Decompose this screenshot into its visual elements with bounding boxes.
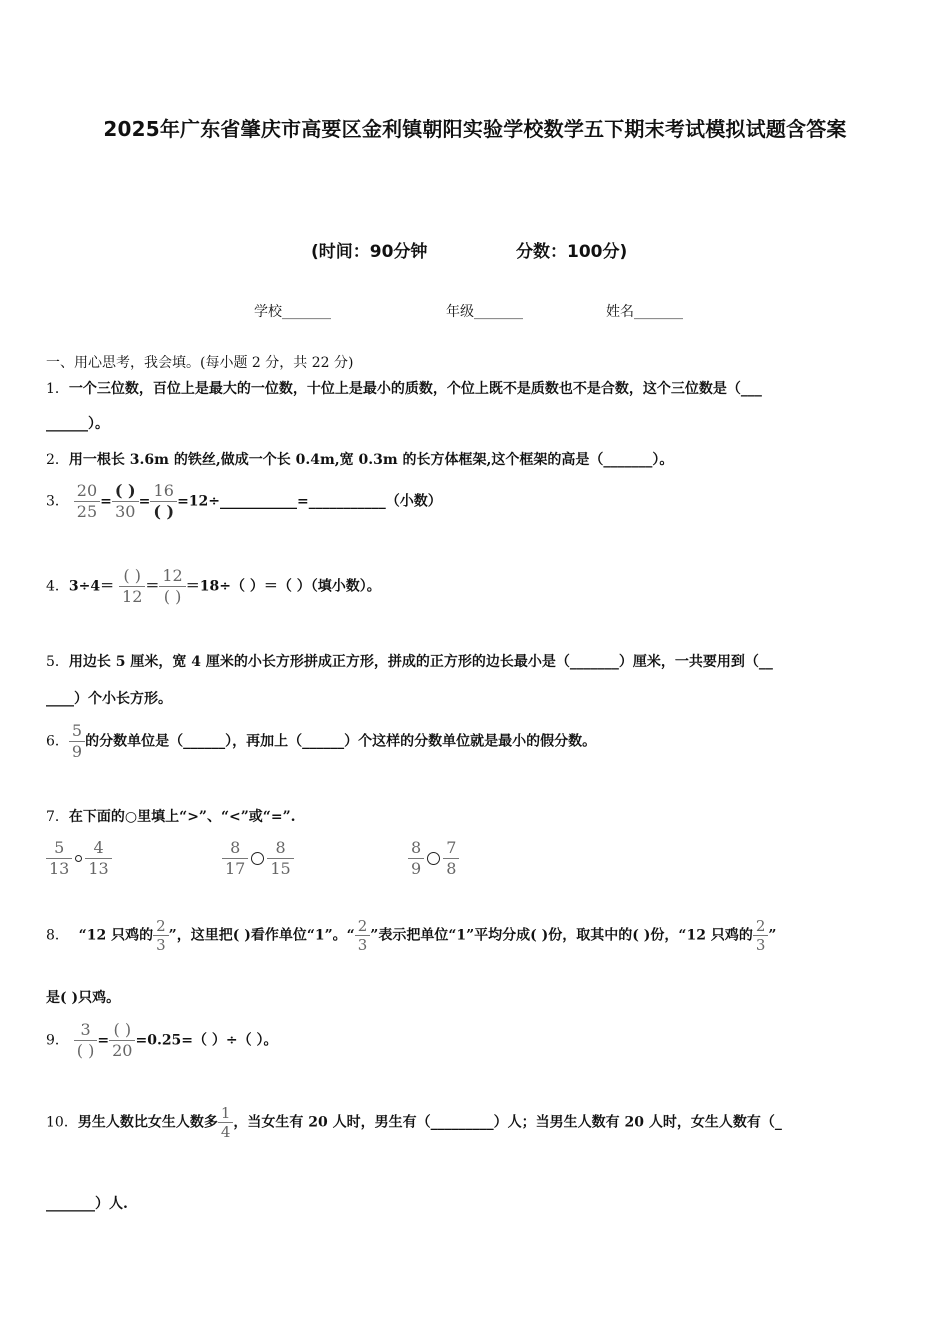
exam-score: 分数：100分) — [516, 242, 628, 262]
compare-circle[interactable] — [75, 855, 82, 862]
fraction: $\frac{7}{8}$ — [443, 838, 459, 879]
compare-circle[interactable] — [251, 852, 264, 865]
fraction: $\frac{8}{17}$ — [222, 838, 248, 879]
question-8-line2: 是( )只鸡。 — [46, 990, 121, 1006]
fraction: $\frac{4}{13}$ — [85, 838, 111, 879]
question-6: 6． $\frac{5}{9}$ 的分数单位是（______），再加上（______）个这样的分数单位就是最小的假分数。 — [46, 721, 597, 761]
compare-pair-2 — [222, 838, 294, 879]
fraction-3-blank: $\frac{3}{( )}$ — [74, 1020, 98, 1061]
question-1-line2: ______）。 — [46, 416, 109, 432]
fraction-12-blank: $\frac{12}{( )}$ — [159, 566, 185, 607]
grade-field[interactable]: 年级_______ — [446, 304, 523, 320]
fraction: $\frac{5}{13}$ — [46, 838, 72, 879]
question-number: 10． — [46, 1114, 78, 1131]
question-7: 7．在下面的○里填上“>”、“<”或“=”. — [46, 809, 296, 825]
fraction-blank-30: $\frac{( )}{30}$ — [112, 481, 139, 522]
fraction-2-3: $\frac{2}{3}$ — [153, 917, 169, 954]
fraction-2-3: $\frac{2}{3}$ — [753, 917, 769, 954]
question-5-line1: 5．用边长 5 厘米，宽 4 厘米的小长方形拼成正方形，拼成的正方形的边长最小是（_______）厘米，一共要用到（__ — [46, 654, 773, 670]
question-number: 9． — [46, 1032, 69, 1049]
compare-pair-1 — [46, 838, 112, 879]
question-number: 4． — [46, 578, 69, 595]
question-4: 4．3÷4＝ $\frac{( )}{12}$ ＝ $\frac{12}{( )}$ ＝18÷（ ）＝（ ）（填小数）。 — [46, 566, 381, 606]
question-3: 3． $\frac{20}{25}$ = $\frac{( )}{30}$ = $\frac{16}{( )}$ =12÷___________=___________（小数） — [46, 481, 442, 521]
question-10-line2: _______）人. — [46, 1196, 128, 1212]
question-number: 2． — [46, 452, 69, 468]
question-9: 9． $\frac{3}{( )}$ = $\frac{( )}{20}$ =0.25=（ ）÷（ ）。 — [46, 1020, 278, 1060]
compare-circle[interactable] — [427, 852, 440, 865]
question-number: 7． — [46, 809, 69, 825]
fraction-20-25: $\frac{20}{25}$ — [74, 481, 100, 522]
question-number: 3． — [46, 493, 69, 510]
fraction: $\frac{8}{15}$ — [267, 838, 293, 879]
question-number: 5． — [46, 654, 69, 670]
section-heading: 一、用心思考，我会填。(每小题 2 分，共 22 分) — [46, 355, 354, 371]
question-8: 8． “12 只鸡的 $\frac{2}{3}$ ”，这里把( )看作单位“1”。“ $\frac{2}{3}$ ”表示把单位“1”平均分成( )份，取其中的( )份，“12 只鸡的 $\frac{2}{3}$ ” — [46, 917, 777, 954]
question-2: 2．用一根长 3.6m 的铁丝,做成一个长 0.4m,宽 0.3m 的长方体框架,这个框架的高是（_______）。 — [46, 452, 674, 468]
page-title: 2025年广东省肇庆市高要区金利镇朝阳实验学校数学五下期末考试模拟试题含答案 — [103, 117, 847, 141]
question-number: 8． — [46, 927, 69, 944]
question-number: 6． — [46, 733, 69, 750]
fraction-5-9: $\frac{5}{9}$ — [69, 721, 85, 762]
question-5-line2: ____）个小长方形。 — [46, 691, 172, 707]
fraction-1-4: $\frac{1}{4}$ — [218, 1104, 234, 1141]
question-10: 10．男生人数比女生人数多 $\frac{1}{4}$ ，当女生有 20 人时，男生有（_________）人；当男生人数有 20 人时，女生人数有（_ — [46, 1104, 782, 1141]
compare-pair-3 — [408, 838, 459, 879]
question-number: 1． — [46, 381, 69, 397]
name-field[interactable]: 姓名_______ — [606, 304, 683, 320]
exam-time: (时间：90分钟 — [311, 242, 428, 262]
fraction-blank-20: $\frac{( )}{20}$ — [109, 1020, 135, 1061]
question-1-line1: 1．一个三位数，百位上是最大的一位数，十位上是最小的质数，个位上既不是质数也不是合数，这个三位数是（___ — [46, 381, 762, 397]
school-field[interactable]: 学校_______ — [254, 304, 331, 320]
fraction: $\frac{8}{9}$ — [408, 838, 424, 879]
fraction-16-blank: $\frac{16}{( )}$ — [150, 481, 177, 522]
fraction-2-3: $\frac{2}{3}$ — [355, 917, 371, 954]
fraction-blank-12: $\frac{( )}{12}$ — [119, 566, 145, 607]
